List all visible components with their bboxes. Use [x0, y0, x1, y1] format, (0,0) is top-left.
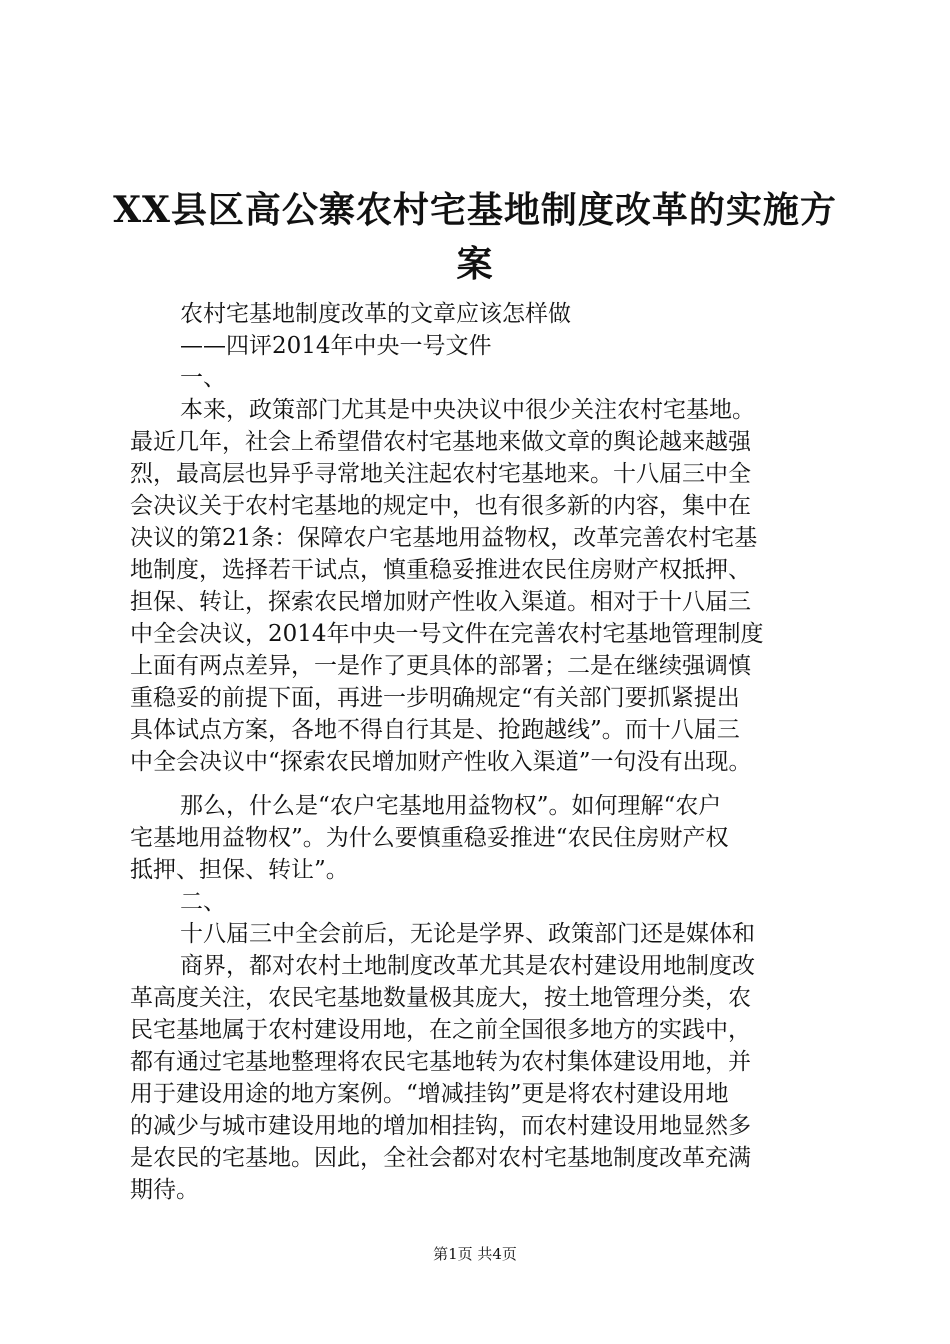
body-line: 商界，都对农村土地制度改革尤其是农村建设用地制度改 — [180, 953, 755, 979]
body-line: 十八届三中全会前后，无论是学界、政策部门还是媒体和 — [180, 921, 755, 947]
body-line: 期待。 — [130, 1177, 199, 1203]
body-line: 革高度关注，农民宅基地数量极其庞大，按土地管理分类，农 — [130, 985, 751, 1011]
body-line: 上面有两点差异，一是作了更具体的部署；二是在继续强调慎 — [130, 653, 751, 679]
body-line: 烈，最高层也异乎寻常地关注起农村宅基地来。十八届三中全 — [130, 461, 751, 487]
body-line: 抵押、担保、转让”。 — [130, 857, 349, 883]
subtitle-line: ——四评2014年中央一号文件 — [180, 333, 492, 359]
body-line: 宅基地用益物权”。为什么要慎重稳妥推进“农民住房财产权 — [130, 825, 729, 851]
body-line: 决议的第21条：保障农户宅基地用益物权，改革完善农村宅基 — [130, 525, 758, 551]
body-line: 都有通过宅基地整理将农民宅基地转为农村集体建设用地，并 — [130, 1049, 751, 1075]
body-line: 是农民的宅基地。因此，全社会都对农村宅基地制度改革充满 — [130, 1145, 751, 1171]
body-line: 最近几年，社会上希望借农村宅基地来做文章的舆论越来越强 — [130, 429, 751, 455]
subtitle-line: 农村宅基地制度改革的文章应该怎样做 — [180, 301, 571, 327]
document-title-line-1: XX县区高公寨农村宅基地制度改革的实施方 — [113, 189, 837, 231]
body-line: 那么，什么是“农户宅基地用益物权”。如何理解“农户 — [180, 793, 722, 819]
document-title-line-2: 案 — [456, 243, 494, 285]
body-line: 民宅基地属于农村建设用地，在之前全国很多地方的实践中， — [130, 1017, 751, 1043]
body-line: 重稳妥的前提下面，再进一步明确规定“有关部门要抓紧提出 — [130, 685, 740, 711]
section-heading: 一、 — [180, 365, 226, 391]
body-line: 中全会决议中“探索农民增加财产性收入渠道”一句没有出现。 — [130, 749, 752, 775]
body-line: 会决议关于农村宅基地的规定中，也有很多新的内容，集中在 — [130, 493, 751, 519]
body-line: 地制度，选择若干试点，慎重稳妥推进农民住房财产权抵押、 — [130, 557, 751, 583]
body-line: 担保、转让，探索农民增加财产性收入渠道。相对于十八届三 — [130, 589, 751, 615]
section-heading: 二、 — [180, 889, 226, 915]
body-line: 具体试点方案，各地不得自行其是、抢跑越线”。而十八届三 — [130, 717, 740, 743]
body-line: 本来，政策部门尤其是中央决议中很少关注农村宅基地。 — [180, 397, 755, 423]
body-line: 中全会决议，2014年中央一号文件在完善农村宅基地管理制度 — [130, 621, 764, 647]
body-line: 的减少与城市建设用地的增加相挂钩，而农村建设用地显然多 — [130, 1113, 751, 1139]
body-line: 用于建设用途的地方案例。“增减挂钩”更是将农村建设用地 — [130, 1081, 729, 1107]
page-number-footer: 第1页 共4页 — [433, 1245, 517, 1263]
